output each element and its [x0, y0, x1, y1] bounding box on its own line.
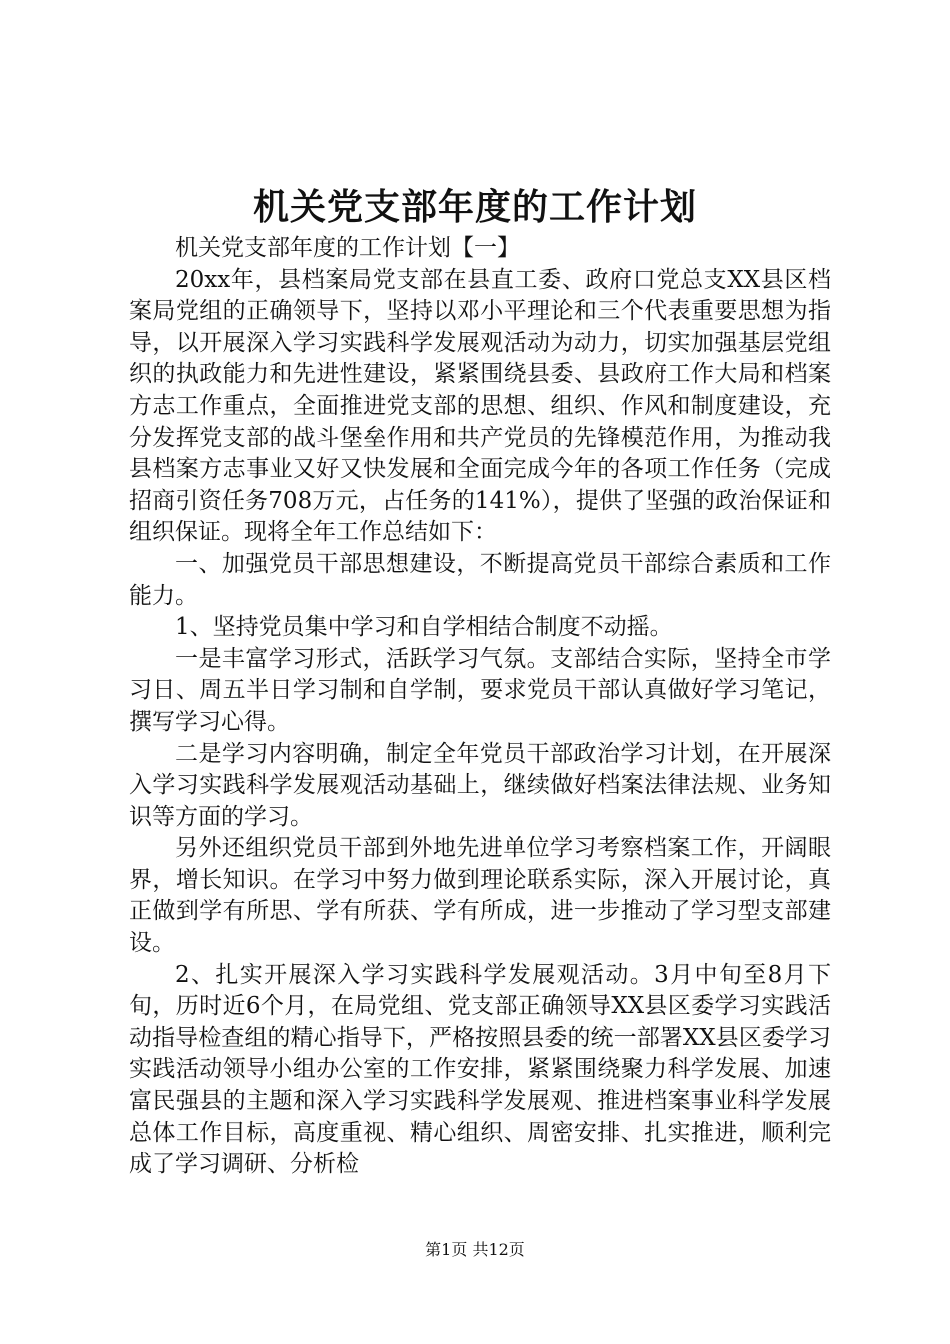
document-title: 机关党支部年度的工作计划 — [252, 186, 697, 228]
document-body — [129, 233, 831, 1181]
page-footer: 第1页 共12页 — [425, 1240, 525, 1259]
paragraph-subtitle: 机关党支部年度的工作计划【一】 — [175, 235, 520, 261]
paragraph-point-one: 一是丰富学习形式，活跃学习气氛。支部结合实际，坚持全市学习日、周五半日学习制和自学制，要求党员干部认真做好学习笔记，撰写学习心得。 — [129, 645, 831, 735]
paragraph-section-heading: 一、加强党员干部思想建设，不断提高党员干部综合素质和工作能力。 — [129, 550, 831, 609]
paragraph-item-2: 2、扎实开展深入学习实践科学发展观活动。3月中旬至8月下旬，历时近6个月，在局党组、党支部正确领导XX县区委学习实践活动指导检查组的精心指导下，严格按照县委的统一部署XX县区委学习实践活动领导小组办公室的工作安排，紧紧围绕聚力科学发展、加速富民强县的主题和深入学习实践科学发展观、推进档案事业科学发展总体工作目标，高度重视、精心组织、周密安排、扎实推进，顺利完成了学习调研、分析检 — [129, 961, 831, 1178]
paragraph-point-two: 二是学习内容明确，制定全年党员干部政治学习计划，在开展深入学习实践科学发展观活动基础上，继续做好档案法律法规、业务知识等方面的学习。 — [129, 740, 831, 830]
paragraph-intro: 20xx年，县档案局党支部在县直工委、政府口党总支XX县区档案局党组的正确领导下，坚持以邓小平理论和三个代表重要思想为指导，以开展深入学习实践科学发展观活动为动力，切实加强基层党组织的执政能力和先进性建设，紧紧围绕县委、县政府工作大局和档案方志工作重点，全面推进党支部的思想、组织、作风和制度建设，充分发挥党支部的战斗堡垒作用和共产党员的先锋模范作用，为推动我县档案方志事业又好又快发展和全面完成今年的各项工作任务（完成招商引资任务708万元，占任务的141%），提供了坚强的政治保证和组织保证。现将全年工作总结如下： — [129, 266, 831, 546]
paragraph-item-1: 1、坚持党员集中学习和自学相结合制度不动摇。 — [175, 614, 673, 641]
paragraph-additional: 另外还组织党员干部到外地先进单位学习考察档案工作，开阔眼界，增长知识。在学习中努力做到理论联系实际，深入开展讨论，真正做到学有所思、学有所获、学有所成，进一步推动了学习型支部建设。 — [129, 835, 831, 957]
